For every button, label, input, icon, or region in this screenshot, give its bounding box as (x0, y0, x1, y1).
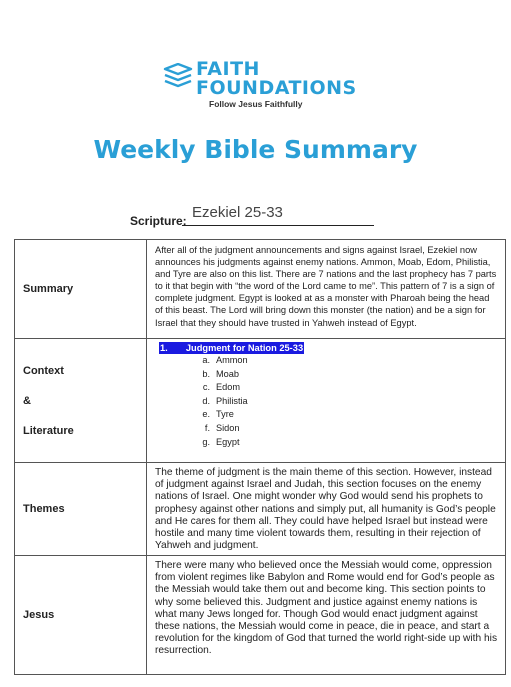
brand-tagline: Follow Jesus Faithfully (209, 99, 303, 109)
scripture-label: Scripture: (130, 214, 187, 228)
outline-heading-number: 1. (160, 343, 168, 353)
list-item: a. Ammon (202, 355, 248, 366)
summary-text[interactable]: After all of the judgment announcements and signs against Israel, Ezekiel now announces his judgments against enemy nations. Ammon, Moab, Edom, Philistia, and Tyre are also on this list. There are 7 nations and the last prophecy has 7 parts to it that begin with “the word of the Lord came to me”. This pattern of 7 is a sign of complete judgment. Egypt is looked at as a monster with Pharoah being the head of this beast. The Lord will bring down this monster (the nation) and be a sign for Israel that they should have trusted in Yahweh instead of Egypt. (147, 240, 506, 339)
outline-heading-text: Judgment for Nation 25-33 (185, 343, 304, 353)
context-label-line3: Literature (23, 424, 74, 437)
brand-name-line2: FOUNDATIONS (196, 77, 357, 99)
context-label-line2: & (23, 394, 31, 407)
brand-logo (163, 60, 363, 110)
page-title: Weekly Bible Summary (93, 135, 418, 164)
jesus-label: Jesus (15, 556, 147, 675)
themes-text[interactable]: The theme of judgment is the main theme of this section. However, instead of judgment against Israel and Judah, this section focuses on the enemy nations of Israel. One might wonder why God would send his prophets to prophesy against other nations and simply put, all humanity is God’s people and He cares for them all. They could have helped Israel but instead were hostile and many time violent towards them, resulting in their rejection of Yahweh and judgment. (147, 463, 506, 556)
outline-list (155, 354, 499, 449)
list-item: f. Sidon (204, 423, 240, 434)
context-outline[interactable] (147, 339, 506, 463)
list-item: b. Moab (202, 368, 239, 379)
themes-label: Themes (15, 463, 147, 556)
jesus-row (15, 556, 506, 675)
list-item: e. Tyre (202, 409, 234, 420)
scripture-underline (182, 225, 374, 226)
themes-row (15, 463, 506, 556)
list-item: g. Egypt (202, 436, 240, 447)
list-item: c. Edom (202, 382, 241, 393)
jesus-text[interactable]: There were many who believed once the Messiah would come, oppression from violent regimes like Babylon and Rome would end for God’s people as the Messiah would take them out and become king. This section points to why some believed this. Judgment and justice against enemy nations is what many Jews longed for. Though God would enact judgment against these nations, the Messiah would come in peace, die in peace, and start a revolution for the kingdom of God that turned the world right-side up with his resurrection. (147, 556, 506, 675)
context-row (15, 339, 506, 463)
list-item: d. Philistia (202, 395, 248, 406)
scripture-value[interactable]: Ezekiel 25-33 (192, 204, 283, 221)
context-label (15, 339, 147, 463)
context-label-line1: Context (23, 364, 64, 377)
summary-table (14, 239, 506, 675)
summary-row (15, 240, 506, 339)
stacked-books-icon (163, 63, 193, 89)
brand-name-line1: FAITH (196, 58, 260, 80)
summary-label: Summary (15, 240, 147, 339)
outline-heading[interactable] (159, 342, 304, 354)
